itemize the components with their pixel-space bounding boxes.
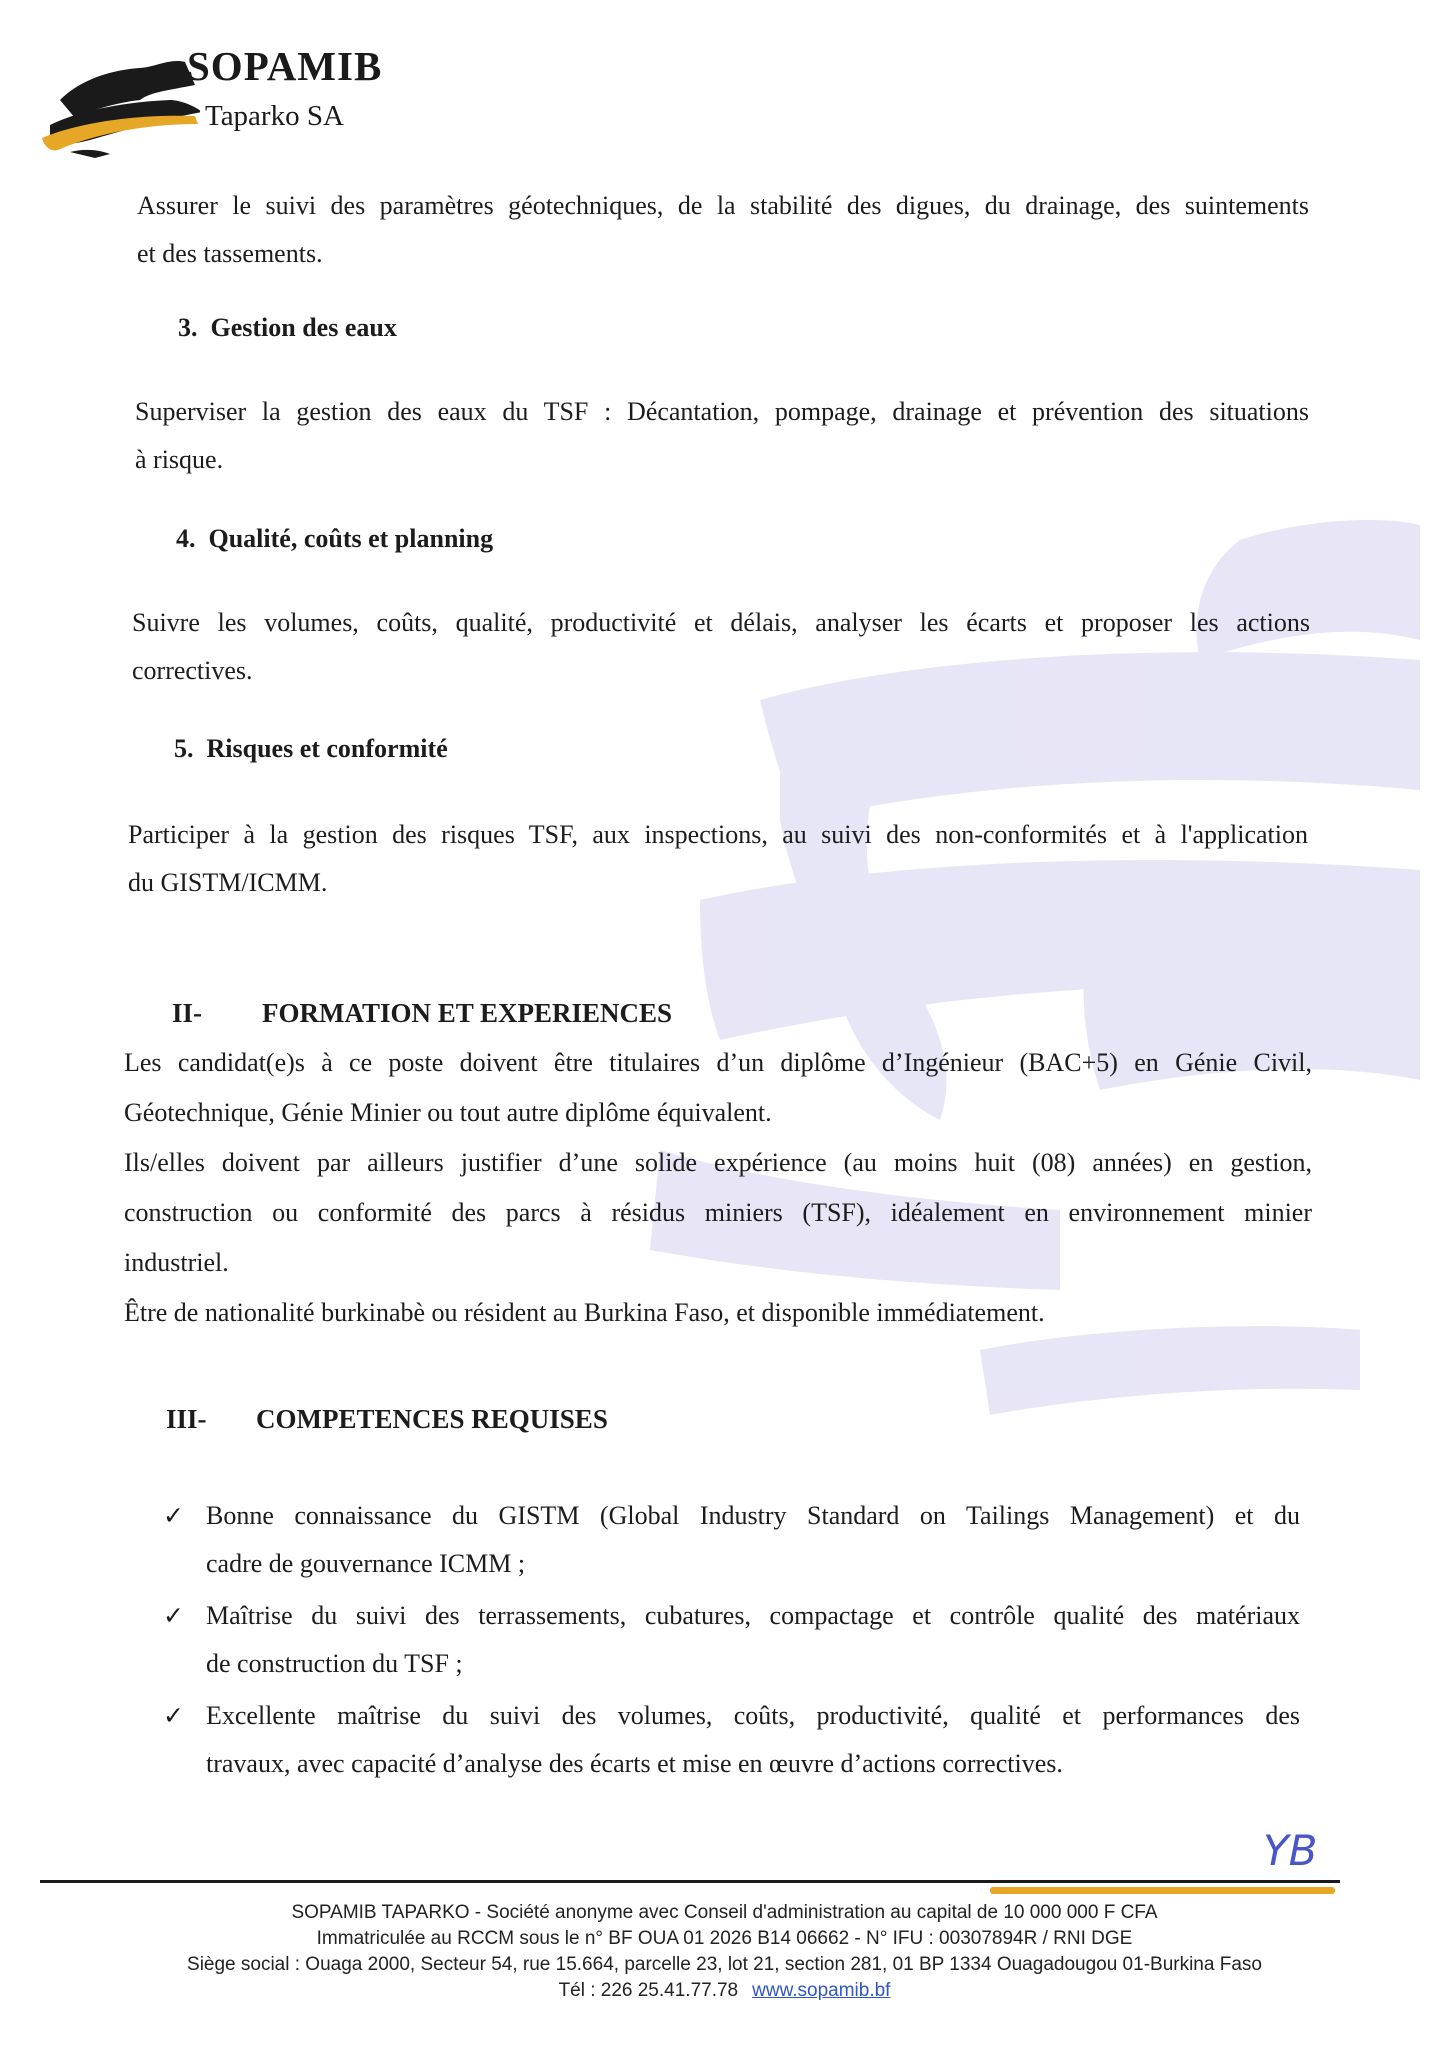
section-paragraph-eaux [135,388,1309,484]
section-number: 4. [176,524,196,553]
footer-phone: Tél : 226 25.41.77.78 [558,1980,739,2001]
website-link[interactable]: www.sopamib.bf [752,1980,891,2001]
list-item-line: cadre de gouvernance ICMM ; [206,1549,526,1578]
paragraph-line: Géotechnique, Génie Minier ou tout autre diplôme équivalent. [124,1098,772,1127]
paragraph-line: Participer à la gestion des risques TSF, aux inspections, au suivi des non-conformités et à l'application [128,820,1308,849]
list-item [160,1492,1300,1588]
section-number: 5. [174,734,194,763]
company-subsidiary: Taparko SA [205,100,344,132]
section-title: COMPETENCES REQUISES [256,1404,608,1434]
paragraph-line: Assurer le suivi des paramètres géotechniques, de la stabilité des digues, du drainage, des suintements [137,191,1309,220]
list-item [160,1592,1300,1688]
paragraph-line: correctives. [132,656,253,685]
section-title: Qualité, coûts et planning [208,524,494,553]
list-item-line: de construction du TSF ; [206,1649,463,1678]
page-footer [0,1900,1449,2004]
paragraph-line: Ils/elles doivent par ailleurs justifier d’une solide expérience (au moins huit (08) années) en gestion, [124,1148,1312,1177]
section-title: FORMATION ET EXPERIENCES [262,998,673,1028]
paragraph-line: Suivre les volumes, coûts, qualité, productivité et délais, analyser les écarts et proposer les actions [132,608,1310,637]
list-item [160,1692,1300,1788]
signature-initials: YB [1263,1826,1318,1875]
section-heading-competences [166,1404,608,1435]
section-heading-risques [174,734,448,764]
paragraph-line: Les candidat(e)s à ce poste doivent être titulaires d’un diplôme d’Ingénieur (BAC+5) en Génie Civil, [124,1048,1312,1077]
section-paragraph-risques [128,811,1308,907]
footer-accent-bar [990,1887,1335,1894]
footer-contact [0,1978,1449,2004]
paragraph-line: industriel. [124,1248,229,1277]
paragraph-line: à risque. [135,445,224,474]
section-heading-eaux [178,313,397,343]
section-paragraph-qualite [132,599,1310,695]
paragraph-line: du GISTM/ICMM. [128,868,328,897]
footer-line: Immatriculée au RCCM sous le n° BF OUA 01 2026 B14 06662 - N° IFU : 00307894R / RNI DGE [316,1928,1133,1949]
list-item-line: Excellente maîtrise du suivi des volumes, coûts, productivité, qualité et performances des [206,1701,1300,1730]
section-heading-formation [172,998,672,1029]
footer-line: Siège social : Ouaga 2000, Secteur 54, rue 15.664, parcelle 23, lot 21, section 281, 01 BP 1334 Ouagadougou 01-Burkina Faso [187,1954,1262,1975]
section-numeral: III- [166,1404,207,1434]
section-number: 3. [178,313,198,342]
competences-list [160,1492,1300,1788]
formation-paragraph [124,1038,1312,1338]
company-name: SOPAMIB [187,43,383,89]
section-numeral: II- [172,998,203,1028]
checkmark-icon: ✓ [163,1701,184,1730]
section-title: Risques et conformité [206,734,448,763]
section-heading-qualite [176,524,493,554]
list-item-line: travaux, avec capacité d’analyse des écarts et mise en œuvre d’actions correctives. [206,1749,1063,1778]
list-item-line: Bonne connaissance du GISTM (Global Industry Standard on Tailings Management) et du [206,1501,1300,1530]
paragraph-line: Être de nationalité burkinabè ou résident au Burkina Faso, et disponible immédiatement. [124,1298,1045,1327]
paragraph-line: construction ou conformité des parcs à résidus miniers (TSF), idéalement en environnement minier [124,1198,1312,1227]
list-item-line: Maîtrise du suivi des terrassements, cubatures, compactage et contrôle qualité des matériaux [206,1601,1300,1630]
checkmark-icon: ✓ [163,1501,184,1530]
paragraph-line: Superviser la gestion des eaux du TSF : Décantation, pompage, drainage et prévention des situations [135,397,1309,426]
company-logo-icon [30,40,200,160]
section-title: Gestion des eaux [210,313,397,342]
footer-line: SOPAMIB TAPARKO - Société anonyme avec Conseil d'administration au capital de 10 000 000 F CFA [291,1902,1158,1923]
intro-paragraph [137,182,1309,278]
checkmark-icon: ✓ [163,1601,184,1630]
footer-divider [40,1880,1340,1883]
paragraph-line: et des tassements. [137,239,323,268]
